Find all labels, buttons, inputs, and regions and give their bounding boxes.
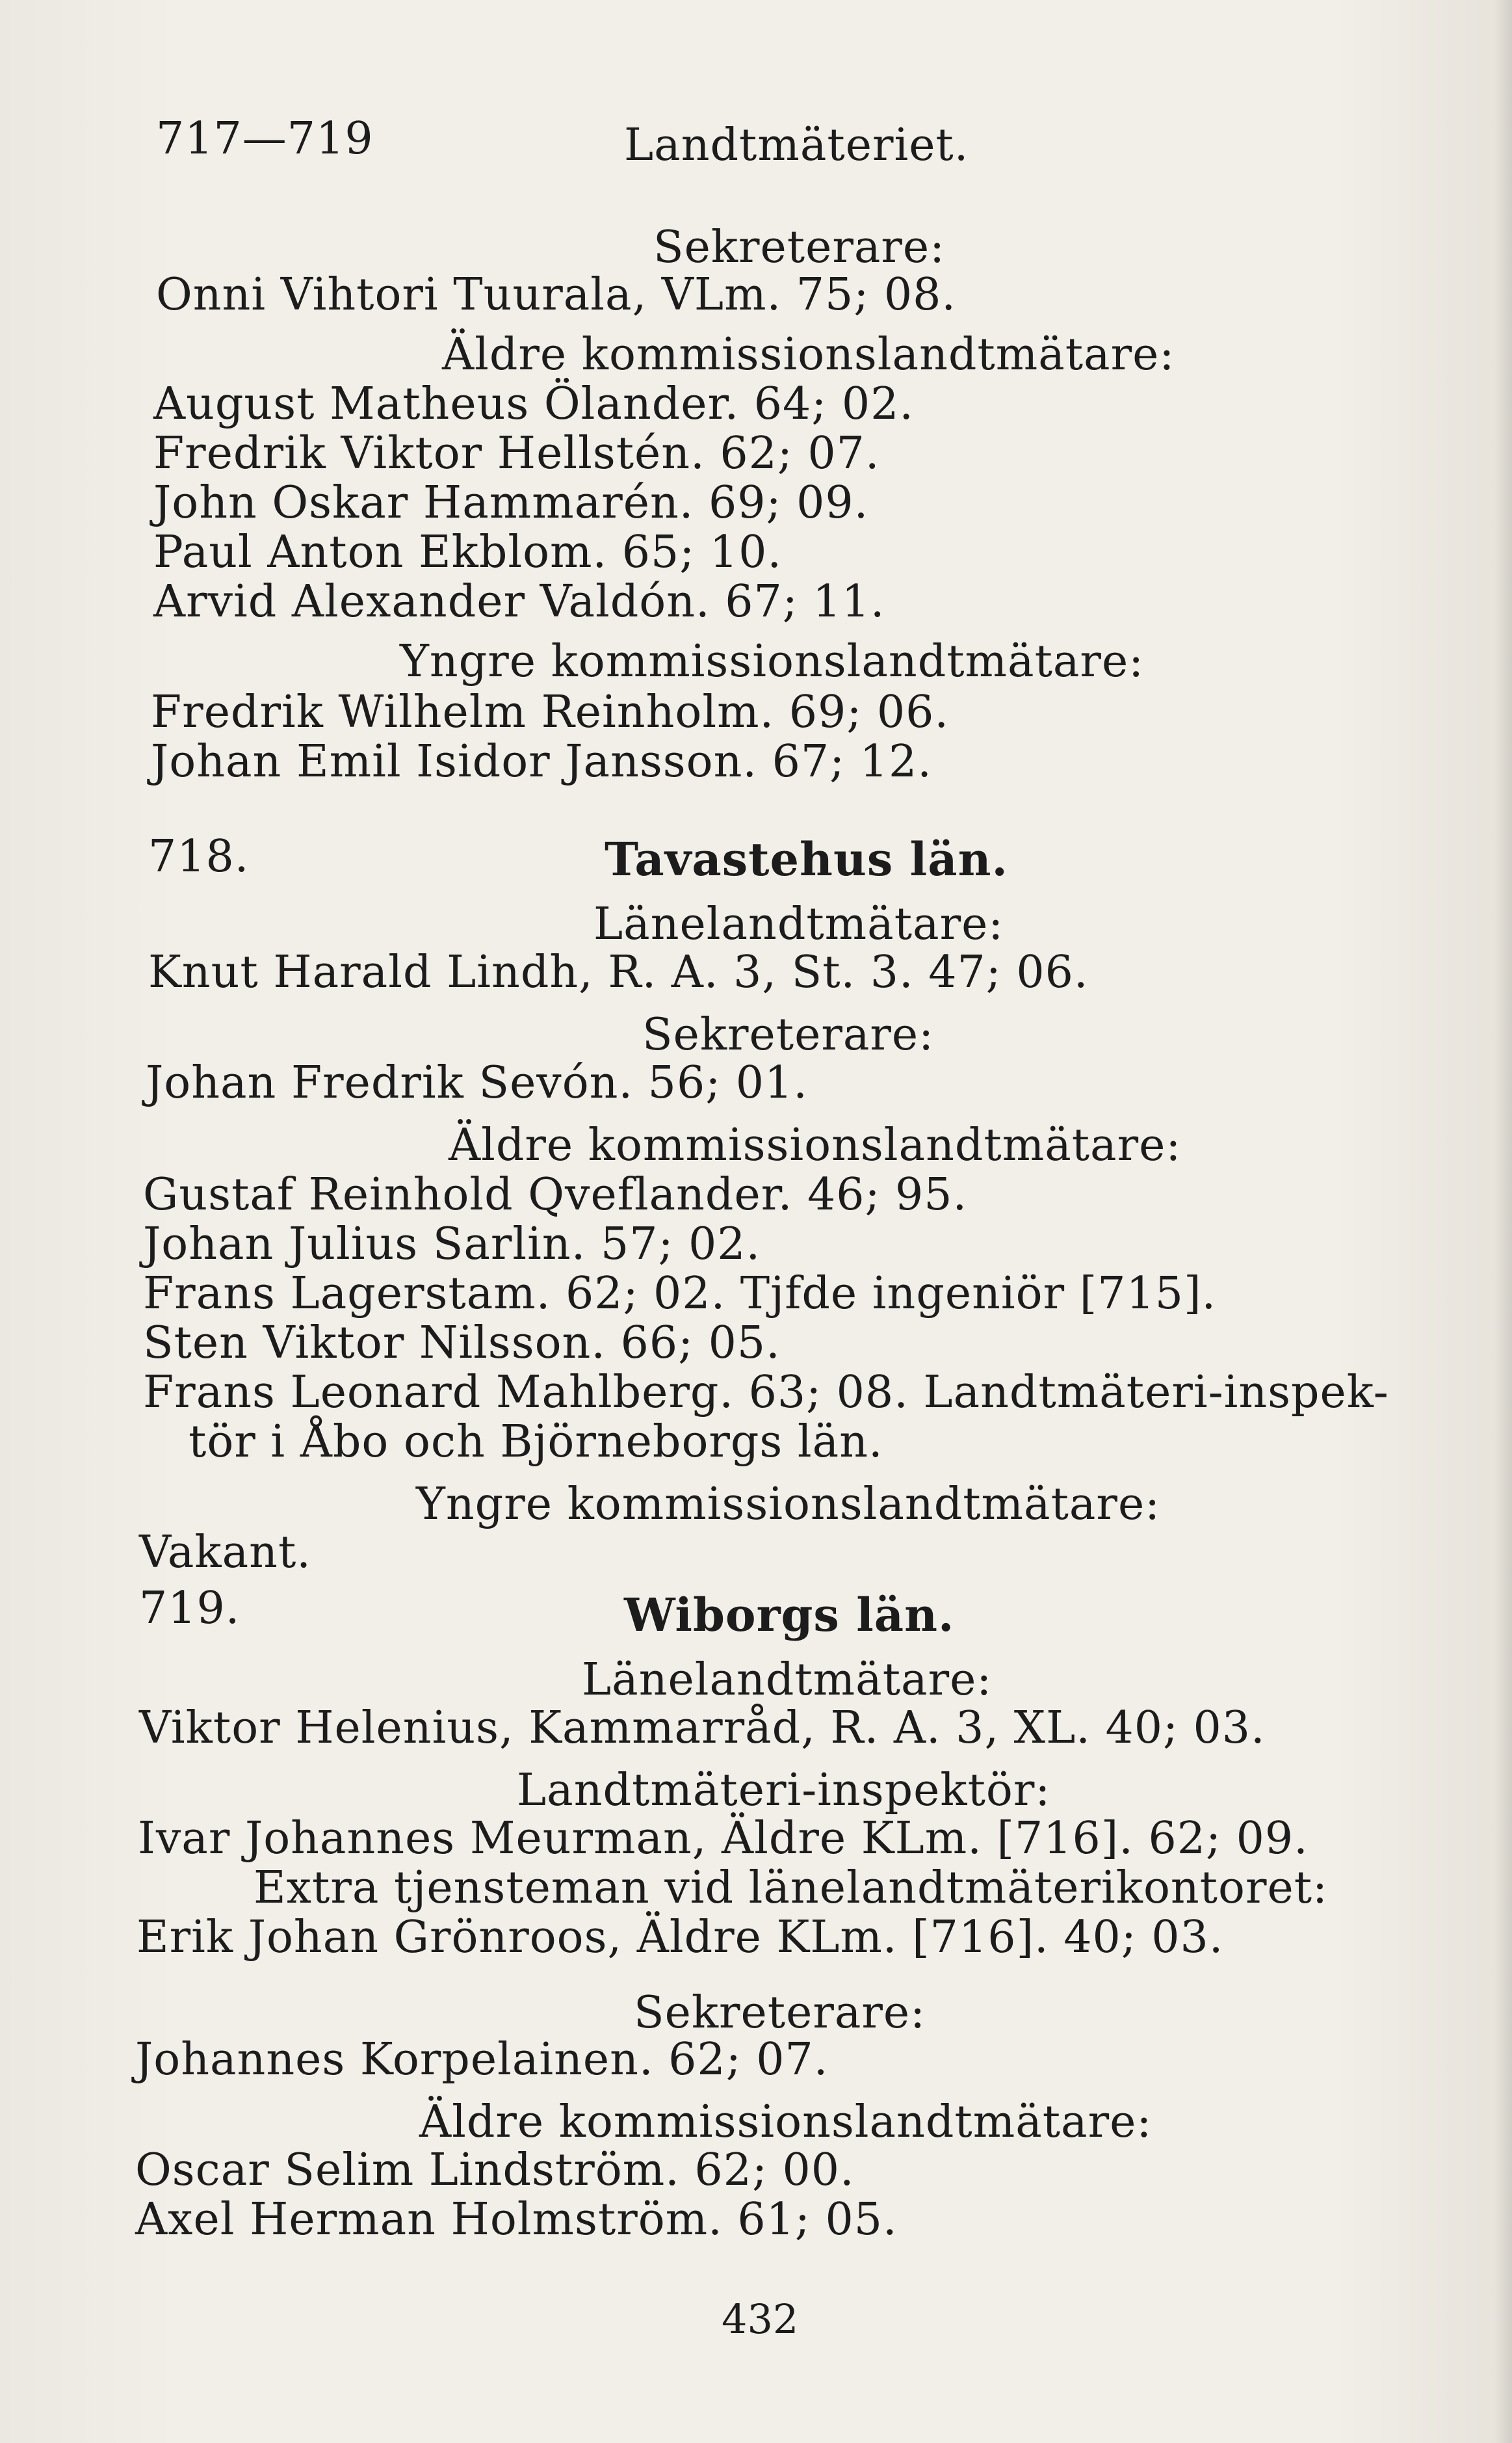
s719-extra-entry: Erik Johan Grönroos, Äldre KLm. [716]. 40; 03. bbox=[137, 1912, 1224, 1963]
s717-yngre-label: Yngre kommissionslandtmätare: bbox=[400, 636, 1145, 687]
s718-aldre-entry: Frans Lagerstam. 62; 02. Tjfde ingeniör [715]. bbox=[143, 1268, 1217, 1319]
page-edge-shadow bbox=[1495, 0, 1512, 2443]
s719-inspektor-entry: Ivar Johannes Meurman, Äldre KLm. [716]. 62; 09. bbox=[138, 1813, 1309, 1864]
s718-aldre-entry: Johan Julius Sarlin. 57; 02. bbox=[143, 1219, 761, 1270]
s718-sekreterare-entry: Johan Fredrik Sevón. 56; 01. bbox=[146, 1057, 808, 1109]
s719-extra-label: Extra tjensteman vid länelandtmäterikontoret: bbox=[254, 1862, 1328, 1914]
s718-title: Tavastehus län. bbox=[605, 832, 1008, 886]
s718-aldre-label: Äldre kommissionslandtmätare: bbox=[449, 1120, 1182, 1171]
s719-sekreterare-entry: Johannes Korpelainen. 62; 07. bbox=[135, 2034, 829, 2085]
s719-aldre-entry: Oscar Selim Lindström. 62; 00. bbox=[135, 2145, 855, 2196]
s719-aldre-label: Äldre kommissionslandtmätare: bbox=[419, 2096, 1153, 2148]
s718-lane-entry: Knut Harald Lindh, R. A. 3, St. 3. 47; 06. bbox=[148, 947, 1089, 998]
s717-aldre-entry: John Oskar Hammarén. 69; 09. bbox=[153, 477, 869, 529]
s717-aldre-entry: Fredrik Viktor Hellstén. 62; 07. bbox=[153, 428, 880, 479]
s718-yngre-entry: Vakant. bbox=[139, 1527, 311, 1578]
s717-aldre-entry: Arvid Alexander Valdón. 67; 11. bbox=[153, 576, 885, 627]
s717-sekreterare-label: Sekreterare: bbox=[653, 222, 946, 273]
s718-lane-label: Länelandtmätare: bbox=[593, 899, 1004, 950]
s719-number: 719. bbox=[139, 1583, 241, 1634]
s717-yngre-entry: Fredrik Wilhelm Reinholm. 69; 06. bbox=[151, 687, 949, 738]
s718-aldre-entry: Frans Leonard Mahlberg. 63; 08. Landtmäteri-inspek- bbox=[143, 1367, 1389, 1418]
s719-aldre-entry: Axel Herman Holmström. 61; 05. bbox=[135, 2194, 898, 2245]
s719-sekreterare-label: Sekreterare: bbox=[634, 1987, 926, 2039]
header-range: 717—719 bbox=[156, 113, 374, 165]
s719-lane-label: Länelandtmätare: bbox=[582, 1654, 993, 1706]
s719-inspektor-label: Landtmäteri-inspektör: bbox=[517, 1765, 1051, 1816]
s718-aldre-entry-continuation: tör i Åbo och Björneborgs län. bbox=[189, 1416, 883, 1468]
s717-yngre-entry: Johan Emil Isidor Jansson. 67; 12. bbox=[151, 736, 932, 787]
s717-sekreterare-entry: Onni Vihtori Tuurala, VLm. 75; 08. bbox=[156, 269, 956, 321]
header-title: Landtmäteriet. bbox=[624, 120, 969, 171]
s719-title: Wiborgs län. bbox=[624, 1588, 955, 1642]
s717-aldre-label: Äldre kommissionslandtmätare: bbox=[442, 329, 1175, 380]
s718-sekreterare-label: Sekreterare: bbox=[642, 1009, 935, 1061]
s718-aldre-entry: Gustaf Reinhold Qveflander. 46; 95. bbox=[143, 1169, 968, 1221]
s718-number: 718. bbox=[148, 831, 250, 882]
s717-aldre-entry: August Matheus Ölander. 64; 02. bbox=[153, 378, 914, 430]
s718-yngre-label: Yngre kommissionslandtmätare: bbox=[416, 1479, 1161, 1530]
s718-aldre-entry: Sten Viktor Nilsson. 66; 05. bbox=[143, 1317, 781, 1369]
s719-lane-entry: Viktor Helenius, Kammarråd, R. A. 3, XL. 40; 03. bbox=[139, 1702, 1266, 1754]
page-number: 432 bbox=[722, 2295, 799, 2343]
s717-aldre-entry: Paul Anton Ekblom. 65; 10. bbox=[153, 527, 782, 578]
